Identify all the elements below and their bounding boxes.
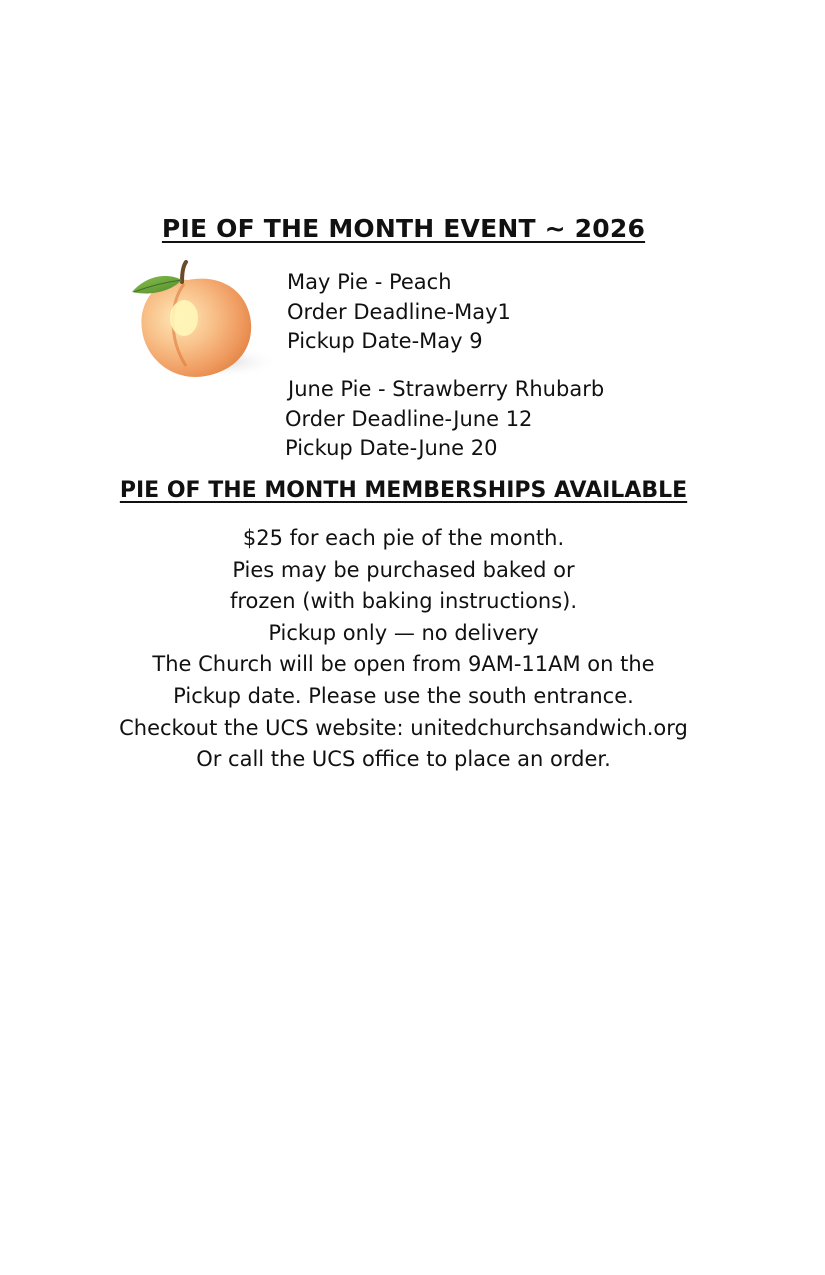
price-line: $25 for each pie of the month. [242,526,565,550]
frozen-option-line: frozen (with baking instructions). [229,589,578,614]
may-pickup-date: Pickup Date-May 9 [287,329,483,353]
june-order-deadline: Order Deadline-June 12 [285,406,533,431]
call-office-line: Or call the UCS office to place an order. [196,747,611,772]
peach-icon [126,258,282,382]
membership-details [0,523,807,776]
event-title: PIE OF THE MONTH EVENT ~ 2026 [161,214,646,243]
june-pickup-date: Pickup Date-June 20 [285,436,498,460]
purchase-option-line: Pies may be purchased baked or [232,557,575,582]
may-pie-name: May Pie - Peach [287,270,452,294]
entrance-line: Pickup date. Please use the south entrance. [173,683,634,708]
pickup-only-line: Pickup only — no delivery [268,620,539,645]
memberships-title: PIE OF THE MONTH MEMBERSHIPS AVAILABLE [119,478,688,503]
june-pie-name: June Pie - Strawberry Rhubarb [288,377,605,401]
may-pie-info [287,268,511,357]
church-hours-line: The Church will be open from 9AM-11AM on the [152,652,655,677]
may-order-deadline: Order Deadline-May1 [287,299,511,324]
june-pie-info [285,375,604,464]
website-line: Checkout the UCS website: unitedchurchsandwich.org [119,715,688,740]
